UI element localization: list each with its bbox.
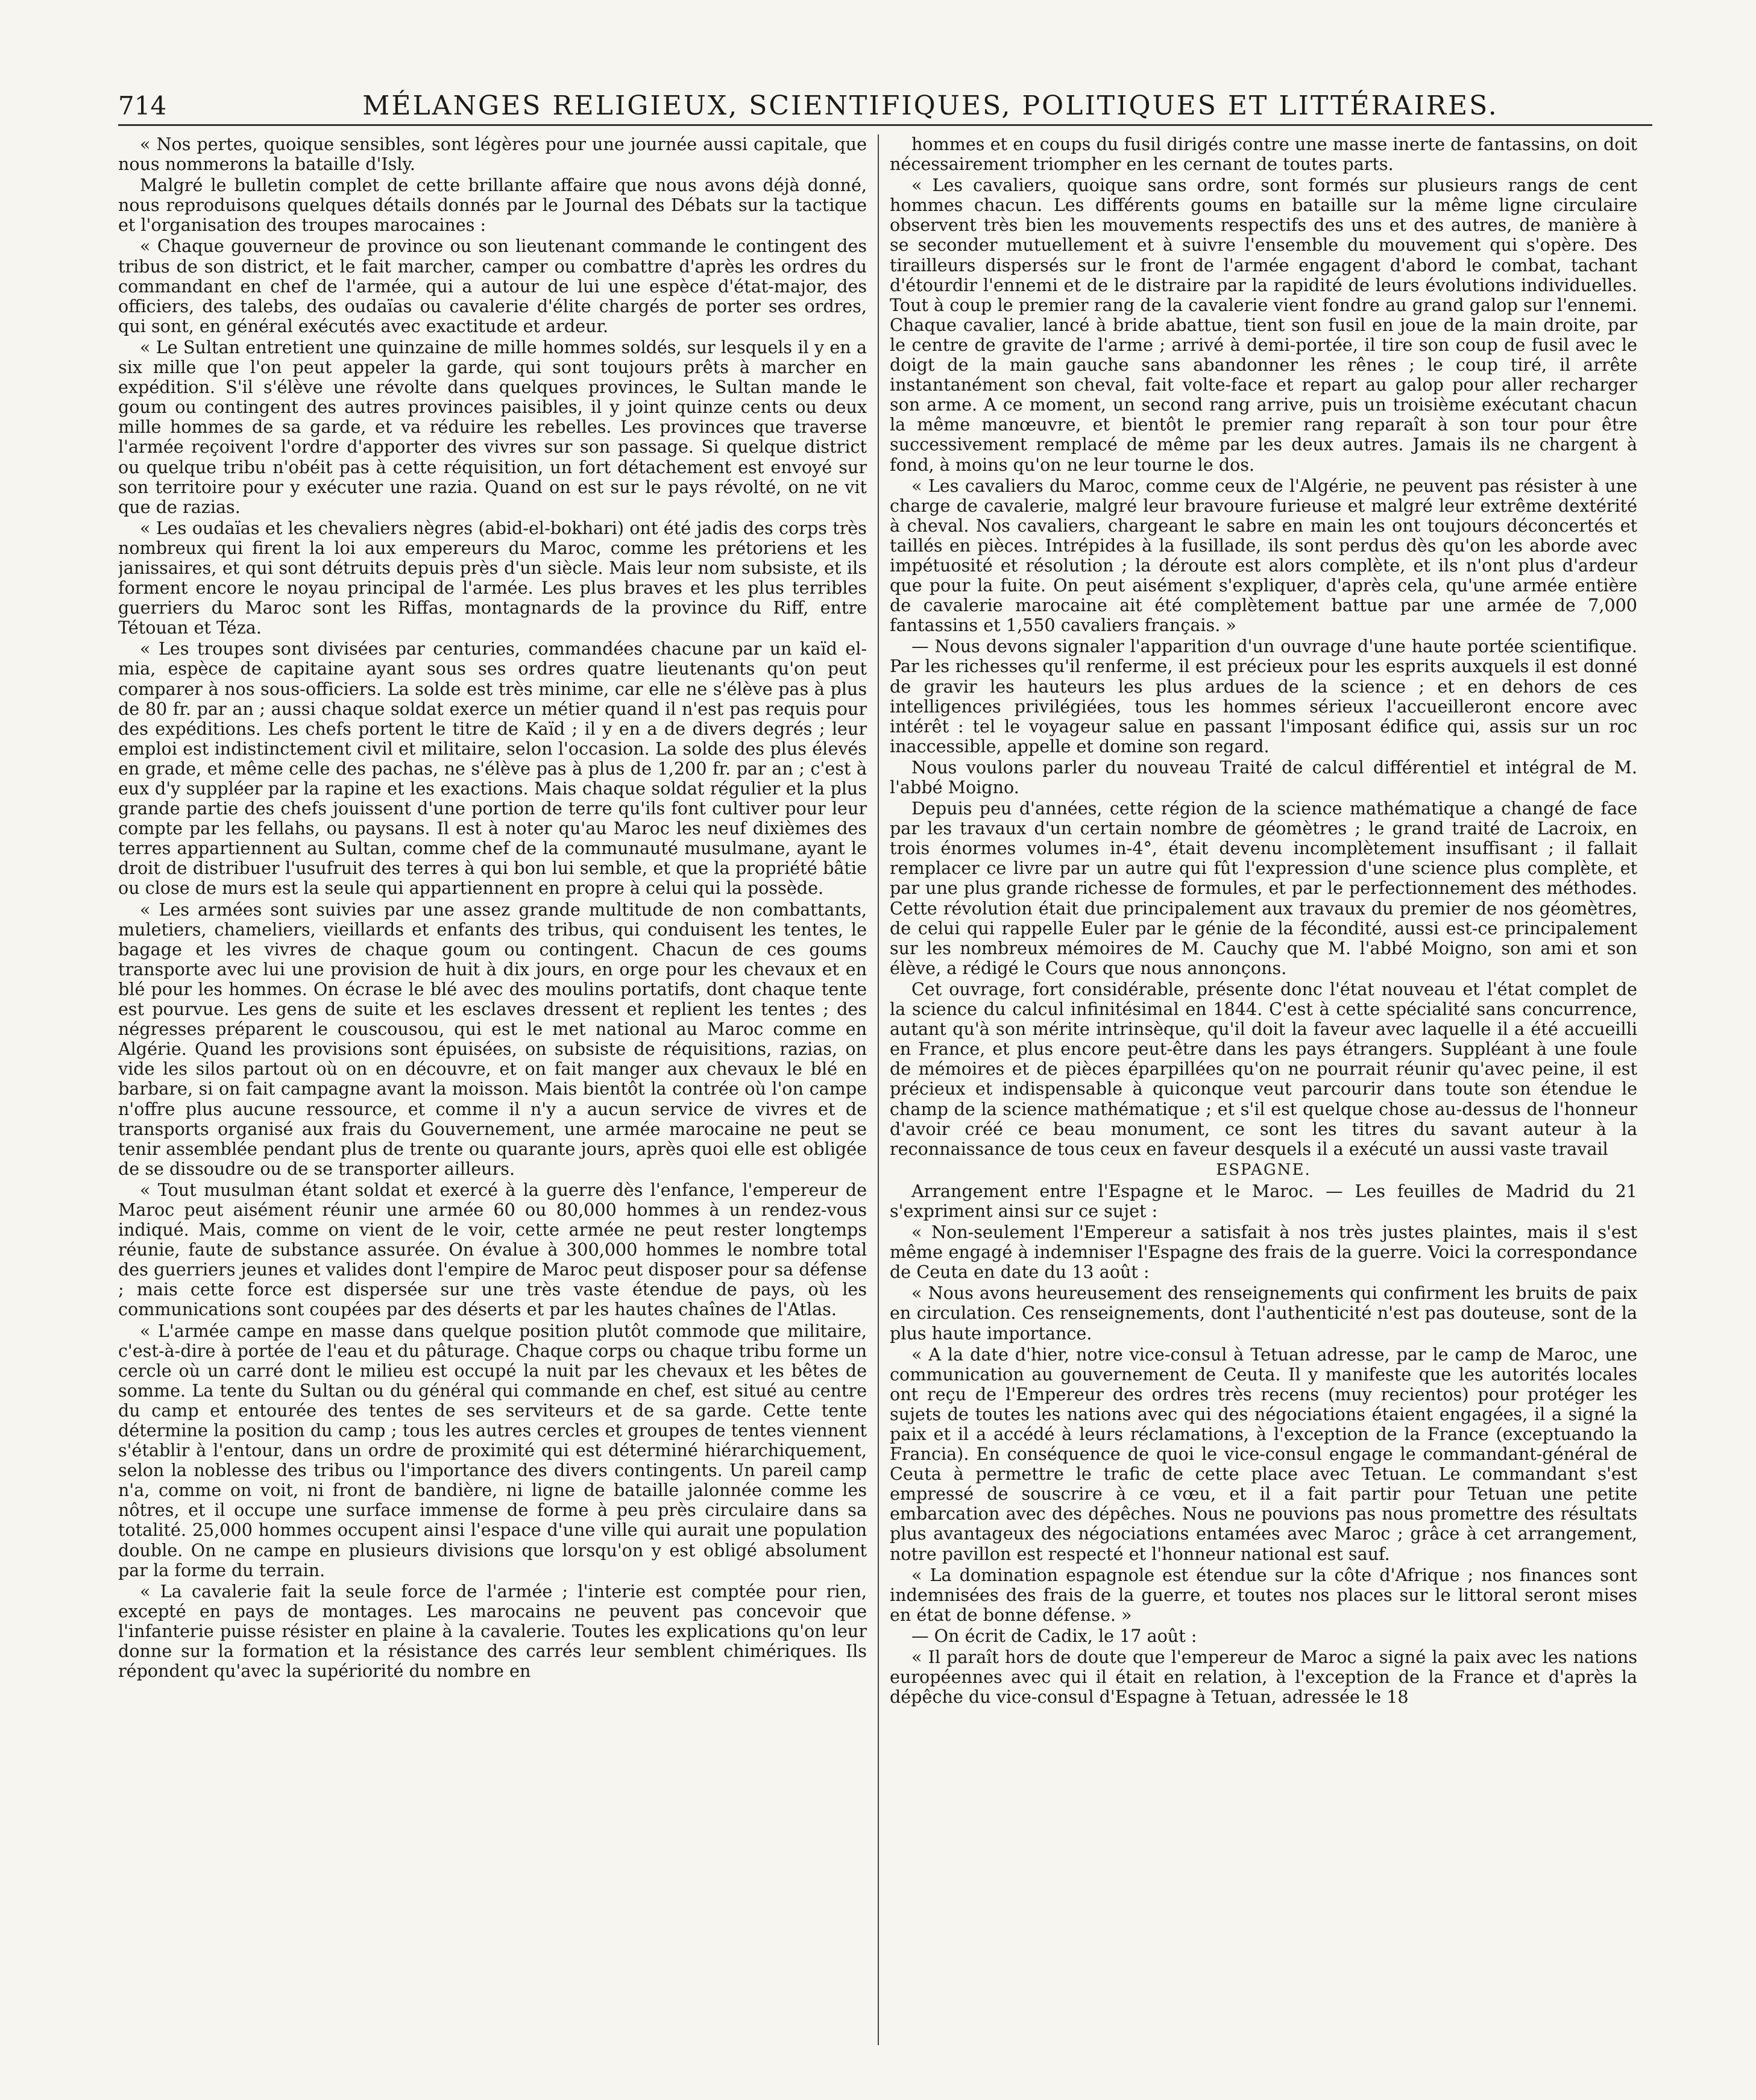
- paragraph: « Il paraît hors de doute que l'empereur de Maroc a signé la paix avec les nations européennes avec qui il était en relation, à l'exception de la France et d'après la dépêche du vice-consul d'Espagne à Tetuan, adressée le 18: [890, 1647, 1637, 1708]
- paragraph: « Tout musulman étant soldat et exercé à la guerre dès l'enfance, l'empereur de Maroc peut aisément réunir une armée 60 ou 80,000 hommes à un rendez-vous indiqué. Mais, comme on vient de le voir, cette armée ne peut rester longtemps réunie, faute de substance assurée. On évalue à 300,000 hommes le nombre total des guerriers jeunes et valides dont l'empire de Maroc peut disposer pour sa défense ; mais cette force est dispersée sur une très vaste étendue de pays, où les communications sont coupées par des déserts et par les hautes chaînes de l'Atlas.: [118, 1179, 867, 1320]
- paragraph: « A la date d'hier, notre vice-consul à Tetuan adresse, par le camp de Maroc, une communication au gouvernement de Ceuta. Il y manifeste que les autorités locales ont reçu de l'Empereur des ordres très recens (muy recientos) pour protéger les sujets de toutes les nations avec qui des négociations étaient engagées, il a signé la paix et il a accédé à leurs réclamations, à l'exception de la France (exceptuando la Francia). En conséquence de quoi le vice-consul engage le commandant-général de Ceuta à permettre le trafic de cette place avec Tetuan. Le commandant s'est empressé de souscrire à ce vœu, et il a fait partir pour Tetuan une petite embarcation avec des dépêches. Nous ne pouvions pas nous promettre des résultats plus avantageux des négociations entamées avec Maroc ; grâce à cet arrangement, notre pavillon est respecté et l'honneur national est sauf.: [890, 1344, 1637, 1564]
- paragraph: « La cavalerie fait la seule force de l'armée ; l'interie est comptée pour rien, excepté en pays de montages. Les marocains ne peuvent pas concevoir que l'infanterie puisse résister en plaine à la cavalerie. Toutes les explications qu'on leur donne sur la formation et la résistance des carrés leur semblent chimériques. Ils répondent qu'avec la supériorité du nombre en: [118, 1580, 867, 1682]
- paragraph: « Le Sultan entretient une quinzaine de mille hommes soldés, sur lesquels il y en a six mille que l'on peut appeler la garde, qui sont toujours prêts à marcher en expédition. S'il s'élève une révolte dans quelques provinces, le Sultan mande le goum ou contingent des autres provinces paisibles, il y joint quinze cents ou deux mille hommes de sa garde, et va réduire les rebelles. Les provinces que traverse l'armée reçoivent l'ordre d'apporter des vivres sur son passage. Si quelque district ou quelque tribu n'obéit pas à cette réquisition, un fort détachement est envoyé sur son territoire pour y exécuter une razia. Quand on est sur le pays révolté, on ne vit que de razias.: [118, 336, 867, 517]
- paragraph: « Les armées sont suivies par une assez grande multitude de non combattants, muletiers, chameliers, vieillards et enfants des tribus, qui conduisent les tentes, le bagage et les vivres de chaque goum ou contingent. Chacun de ces goums transporte avec lui une provision de huit à dix jours, en orge pour les chevaux et en blé pour les hommes. On écrase le blé avec des moulins portatifs, dont chaque tente est pourvue. Les gens de suite et les esclaves dressent et replient les tentes ; des négresses préparent le couscousou, qui est le met national au Maroc comme en Algérie. Quand les provisions sont épuisées, on subsiste de réquisitions, razias, on vide les silos partout où on en découvre, et on fait manger aux chevaux le blé en barbare, si on fait campagne avant la moisson. Mais bientôt la contrée où l'on campe n'offre plus aucune ressource, et comme il n'y a aucun service de vivres et de transports organisé aux frais du Gouvernement, une armée marocaine ne peut se tenir assemblée pendant plus de trente ou quarante jours, après quoi elle est obligée de se dissoudre ou de se transporter ailleurs.: [118, 899, 867, 1179]
- paragraph: — Nous devons signaler l'apparition d'un ouvrage d'une haute portée scientifique. Par les richesses qu'il renferme, il est précieux pour les esprits auxquels il est donné de gravir les hauteurs les plus ardues de la science ; et en dehors de ces intelligences privilégiées, tous les hommes sérieux l'accueilleront encore avec intérêt : tel le voyageur salue en passant l'imposant édifice qui, assis sur un roc inaccessible, appelle et domine son regard.: [890, 636, 1637, 756]
- paragraph: « Nos pertes, quoique sensibles, sont légères pour une journée aussi capitale, que nous nommerons la bataille d'Isly.: [118, 134, 867, 175]
- paragraph: Cet ouvrage, fort considérable, présente donc l'état nouveau et l'état complet de la science du calcul infinitésimal en 1844. C'est à cette spécialité sans concurrence, autant qu'à son mérite intrinsèque, qu'il doit la faveur avec laquelle il a été accueilli en France, et plus encore peut-être dans les pays étrangers. Suppléant à une foule de mémoires et de pièces éparpillées qu'on ne pourrait réunir qu'avec peine, il est précieux et indispensable à quiconque veut parcourir dans toute son étendue le champ de la science mathématique ; et s'il est quelque chose au-dessus de l'honneur d'avoir créé ce beau monument, ce sont les titres du savant auteur à la reconnaissance de tous ceux en faveur desquels il a exécuté un aussi vaste travail: [890, 978, 1637, 1159]
- paragraph: « Non-seulement l'Empereur a satisfait à nos très justes plaintes, mais il s'est même engagé à indemniser l'Espagne des frais de la guerre. Voici la correspondance de Ceuta en date du 13 août :: [890, 1222, 1637, 1283]
- paragraph: hommes et en coups du fusil dirigés contre une masse inerte de fantassins, on doit nécessairement triompher en les cernant de toutes parts.: [890, 134, 1637, 175]
- paragraph: « Nous avons heureusement des renseignements qui confirment les bruits de paix en circulation. Ces renseignements, dont l'authenticité n'est pas douteuse, sont de la plus haute importance.: [890, 1283, 1637, 1344]
- paragraph: — On écrit de Cadix, le 17 août :: [911, 1625, 1197, 1646]
- running-title: MÉLANGES RELIGIEUX, SCIENTIFIQUES, POLITIQUES ET LITTÉRAIRES.: [362, 90, 1499, 121]
- page-number: 714: [118, 91, 167, 121]
- paragraph: Depuis peu d'années, cette région de la science mathématique a changé de face par les travaux d'un certain nombre de géomètres ; le grand traité de Lacroix, en trois énormes volumes in-4°, était devenu incomplètement insuffisant ; il fallait remplacer ce livre par un autre qui fût l'expression d'une science plus complète, et par une plus grande richesse de formules, et par le perfectionnement des méthodes. Cette révolution était due principalement aux travaux du premier de nos géomètres, de celui qui rappelle Euler par le génie de la fécondité, aussi est-ce principalement sur les nombreux mémoires de M. Cauchy que M. l'abbé Moigno, son ami et son élève, a rédigé le Cours que nous annonçons.: [890, 798, 1637, 978]
- paragraph: « Les cavaliers du Maroc, comme ceux de l'Algérie, ne peuvent pas résister à une charge de cavalerie, malgré leur bravoure furieuse et malgré leur extrême dextérité à cheval. Nos cavaliers, chargeant le sabre en main les ont toujours déconcertés et taillés en pièces. Intrépides à la fusillade, ils sont perdus dès qu'on les aborde avec impétuosité et résolution ; la déroute est alors complète, et ils n'ont plus d'ardeur que pour la fuite. On peut aisément s'expliquer, d'après cela, qu'une armée entière de cavalerie marocaine ait été complètement battue par une armée de 7,000 fantassins et 1,550 cavaliers français. »: [890, 475, 1637, 636]
- paragraph: Arrangement entre l'Espagne et le Maroc. — Les feuilles de Madrid du 21 s'expriment ainsi sur ce sujet :: [890, 1180, 1637, 1221]
- page-header: [118, 90, 1652, 126]
- paragraph: Nous voulons parler du nouveau Traité de calcul différentiel et intégral de M. l'abbé Moigno.: [890, 756, 1637, 797]
- section-title-espagne: ESPAGNE.: [1216, 1160, 1311, 1179]
- paragraph: Malgré le bulletin complet de cette brillante affaire que nous avons déjà donné, nous reproduisons quelques détails donnés par le Journal des Débats sur la tactique et l'organisation des troupes marocaines :: [118, 175, 867, 236]
- paragraph: « L'armée campe en masse dans quelque position plutôt commode que militaire, c'est-à-dire à portée de l'eau et du pâturage. Chaque corps ou chaque tribu forme un cercle où un carré dont le milieu est occupé la nuit par les chevaux et les bêtes de somme. La tente du Sultan ou du général qui commande en chef, est situé au centre du camp et entourée des tentes de ses serviteurs et de sa garde. Cette tente détermine la position du camp ; tous les autres cercles et groupes de tentes viennent s'établir à l'entour, dans un ordre de proximité qui est déterminé hiérarchiquement, selon la noblesse des tribus ou l'importance des divers contingents. Un pareil camp n'a, comme on voit, ni front de bandière, ni ligne de bataille jalonnée comme les nôtres, et il occupe une surface immense de forme à peu près circulaire dans sa totalité. 25,000 hommes occupent ainsi l'espace d'une ville qui aurait une population double. On ne campe en plusieurs divisions que lorsqu'on y est obligé absolument par la forme du terrain.: [118, 1320, 867, 1580]
- left-column: [118, 134, 878, 2045]
- paragraph: « Les cavaliers, quoique sans ordre, sont formés sur plusieurs rangs de cent hommes chacun. Les différents goums en bataille sur la même ligne circulaire observent très bien les mouvements respectifs des uns et des autres, de manière à se seconder mutuellement et à suivre l'ensemble du mouvement qui s'opère. Des tirailleurs dispersés sur le front de l'armée engagent d'abord le combat, tachant d'étourdir l'ennemi et de le distraire par la rapidité de leurs évolutions individuelles. Tout à coup le premier rang de la cavalerie vient fondre au grand galop sur l'ennemi. Chaque cavalier, lancé à bride abattue, tient son fusil en joue de la main droite, par le centre de gravite de l'arme ; arrivé à demi-portée, il tire son coup de fusil avec le doigt de la main gauche sans abandonner les rênes ; le coup tiré, il arrête instantanément son cheval, fait volte-face et repart au galop pour aller recharger son arme. A ce moment, un second rang arrive, puis un troisième exécutant chacun la même manœuvre, et bientôt le premier rang reparaît à son tour pour être successivement remplacé de même par les deux autres. Jamais ils ne chargent à fond, à moins qu'on ne leur tourne le dos.: [890, 175, 1637, 475]
- right-column: [878, 134, 1637, 2045]
- text-columns: [118, 134, 1652, 2045]
- paragraph: « Les troupes sont divisées par centuries, commandées chacune par un kaïd el-mia, espèce de capitaine ayant sous ses ordres quatre lieutenants qu'on peut comparer à nos sous-officiers. La solde est très minime, car elle ne s'élève pas à plus de 80 fr. par an ; aussi chaque soldat exerce un métier quand il n'est pas requis pour des expéditions. Les chefs portent le titre de Kaïd ; il y en a de divers degrés ; leur emploi est indistinctement civil et militaire, selon l'occasion. La solde des plus élevés en grade, et même celle des pachas, ne s'élève pas à plus de 1,200 fr. par an ; c'est à eux d'y suppléer par la rapine et les exactions. Mais chaque soldat régulier et la plus grande partie des chefs jouissent d'une portion de terre qu'ils font cultiver pour leur compte par les fellahs, ou paysans. Il est à noter qu'au Maroc les neuf dixièmes des terres appartiennent au Sultan, comme chef de la communauté musulmane, ayant le droit de distribuer l'usufruit des terres à qui bon lui semble, et que la propriété bâtie ou close de murs est la seule qui appartiennent en propre à celui qui la possède.: [118, 638, 867, 899]
- paragraph: « La domination espagnole est étendue sur la côte d'Afrique ; nos finances sont indemnisées des frais de la guerre, et toutes nos places sur le littoral seront mises en état de bonne défense. »: [890, 1564, 1637, 1625]
- paragraph: « Les oudaïas et les chevaliers nègres (abid-el-bokhari) ont été jadis des corps très nombreux qui firent la loi aux empereurs du Maroc, comme les prétoriens et les janissaires, et qui sont détruits depuis près d'un siècle. Mais leur nom subsiste, et ils forment encore le noyau principal de l'armée. Les plus braves et les plus terribles guerriers du Maroc sont les Riffas, montagnards de la province du Riff, entre Tétouan et Téza.: [118, 517, 867, 638]
- paragraph: « Chaque gouverneur de province ou son lieutenant commande le contingent des tribus de son district, et le fait marcher, camper ou combattre d'après les ordres du commandant en chef de l'armée, qui a autour de lui une espèce d'état-major, des officiers, des talebs, des oudaïas ou cavalerie d'élite chargés de porter ses ordres, qui sont, en général exécutés avec exactitude et ardeur.: [118, 236, 867, 336]
